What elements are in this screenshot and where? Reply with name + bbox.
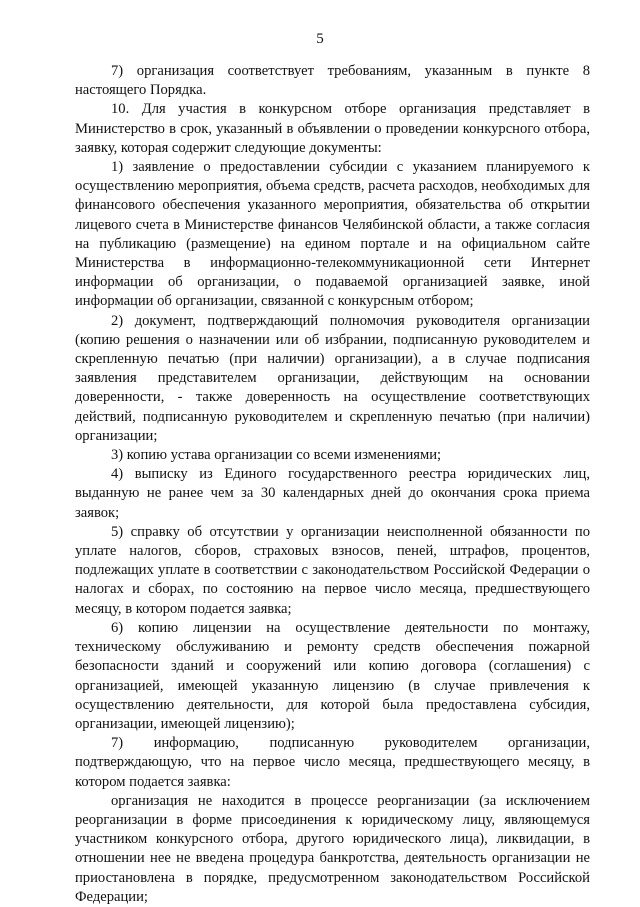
paragraph-doc-4-registry-extract: 4) выписку из Единого государственного реестра юридических лиц, выданную не ранее чем за 30 календарных дней до окончания срока приема заявок; [75,466,590,521]
paragraph-doc-2-authority: 2) документ, подтверждающий полномочия руководителя организации (копию решения о назначении или об избрании, подписанную руководителем и скрепленную печатью (при наличии) организации), а в случае подписания заявления представителем организации, действующим на основании доверенности, - также доверенность на осуществление соответствующих действий, подписанную руководителем и скрепленную печатью (при наличии) организации; [75,312,590,444]
paragraph-doc-7-information: 7) информацию, подписанную руководителем организации, подтверждающую, что на первое число месяца, предшествующего месяцу, в котором подается заявка: [75,735,590,790]
paragraph-doc-1-statement: 1) заявление о предоставлении субсидии с указанием планируемого к осуществлению мероприятия, объема средств, расчета расходов, необходимых для финансового обеспечения указанного мероприятия, обязательства об открытии лицевого счета в Министерстве финансов Челябинской области, а также согласия на публикацию (размещение) на едином портале и на официальном сайте Министерства в информационно-телекоммуникационной сети Интернет информации об организации, о подаваемой организацией заявке, иной информации об организации, связанной с конкурсным отбором; [75,159,590,310]
paragraph-doc-6-license: 6) копию лицензии на осуществление деятельности по монтажу, техническому обслуживанию и ремонту средств обеспечения пожарной безопасности зданий и сооружений или копию договора (соглашения) с организацией, имеющей указанную лицензию (в случае привлечения к осуществлению деятельности, для которой была предоставлена субсидия, организации, имеющей лицензию); [75,619,590,732]
paragraph-item-7-compliance: 7) организация соответствует требованиям, указанным в пункте 8 настоящего Порядка. [75,63,590,99]
document-body [75,62,590,907]
paragraph-doc-3-charter: 3) копию устава организации со всеми изменениями; [111,447,442,464]
paragraph-no-reorganization: организация не находится в процессе реорганизации (за исключением реорганизации в форме присоединения к юридическому лицу, являющемуся участником конкурсного отбора, другого юридического лица), ликвидации, в отношении нее не введена процедура банкротства, деятельность организации не приостановлена в порядке, предусмотренном законодательством Российской Федерации; [75,792,590,905]
paragraph-doc-5-tax-certificate: 5) справку об отсутствии у организации неисполненной обязанности по уплате налогов, сборов, страховых взносов, пеней, штрафов, процентов, подлежащих уплате в соответствии с законодательством Российской Федерации о налогах и сборах, по состоянию на первое число месяца, предшествующего месяцу, в котором подается заявка; [75,523,590,617]
page-number: 5 [316,31,324,47]
paragraph-point-10-application: 10. Для участия в конкурсном отборе организация представляет в Министерство в срок, указанный в объявлении о проведении конкурсного отбора, заявку, которая содержит следующие документы: [75,101,590,156]
